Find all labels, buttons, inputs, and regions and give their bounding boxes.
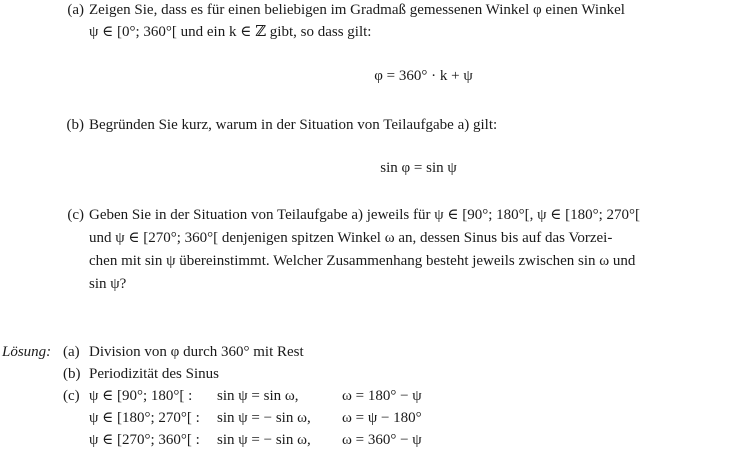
solution-b-text: Periodizität des Sinus bbox=[89, 366, 219, 382]
task-a-line1: Zeigen Sie, dass es für einen beliebigen im Gradmaß gemessenen Winkel φ einen Winkel bbox=[89, 2, 625, 18]
task-b-equation: sin φ = sin ψ bbox=[380, 160, 457, 176]
solution-c-row-1-omega: ω = 180° − ψ bbox=[342, 388, 422, 404]
task-a-label: (a) bbox=[67, 2, 84, 18]
task-c-line1: Geben Sie in der Situation von Teilaufgabe a) jeweils für ψ ∈ [90°; 180°[, ψ ∈ [180°; 270°[ bbox=[89, 207, 641, 223]
task-c-line2: und ψ ∈ [270°; 360°[ denjenigen spitzen Winkel ω an, dessen Sinus bis auf das Vorzei- bbox=[89, 230, 613, 246]
solution-label: Lösung: bbox=[2, 344, 52, 360]
solution-c-row-2-omega: ω = ψ − 180° bbox=[342, 410, 422, 426]
task-b-text: Begründen Sie kurz, warum in der Situation von Teilaufgabe a) gilt: bbox=[89, 117, 498, 133]
solution-c-row-3-omega: ω = 360° − ψ bbox=[342, 432, 422, 448]
solution-a-text: Division von φ durch 360° mit Rest bbox=[89, 344, 304, 360]
task-a-line2: ψ ∈ [0°; 360°[ und ein k ∈ ℤ gibt, so dass gilt: bbox=[89, 24, 372, 40]
solution-c-row-2-relation: sin ψ = − sin ω, bbox=[217, 410, 311, 426]
solution-c-row-1-relation: sin ψ = sin ω, bbox=[217, 388, 299, 404]
solution-c-row-1-interval: ψ ∈ [90°; 180°[ : bbox=[89, 388, 193, 404]
task-a-equation: φ = 360° · k + ψ bbox=[374, 68, 473, 84]
task-c-label: (c) bbox=[67, 207, 84, 223]
task-c-line3: chen mit sin ψ übereinstimmt. Welcher Zusammenhang besteht jeweils zwischen sin ω und bbox=[89, 253, 636, 269]
solution-a-label: (a) bbox=[63, 344, 80, 360]
solution-c-label: (c) bbox=[63, 388, 80, 404]
task-c-line4: sin ψ? bbox=[89, 276, 127, 292]
solution-b-label: (b) bbox=[63, 366, 81, 382]
solution-c-row-3-interval: ψ ∈ [270°; 360°[ : bbox=[89, 432, 200, 448]
task-b-label: (b) bbox=[66, 117, 84, 133]
solution-c-row-2-interval: ψ ∈ [180°; 270°[ : bbox=[89, 410, 200, 426]
solution-c-row-3-relation: sin ψ = − sin ω, bbox=[217, 432, 311, 448]
